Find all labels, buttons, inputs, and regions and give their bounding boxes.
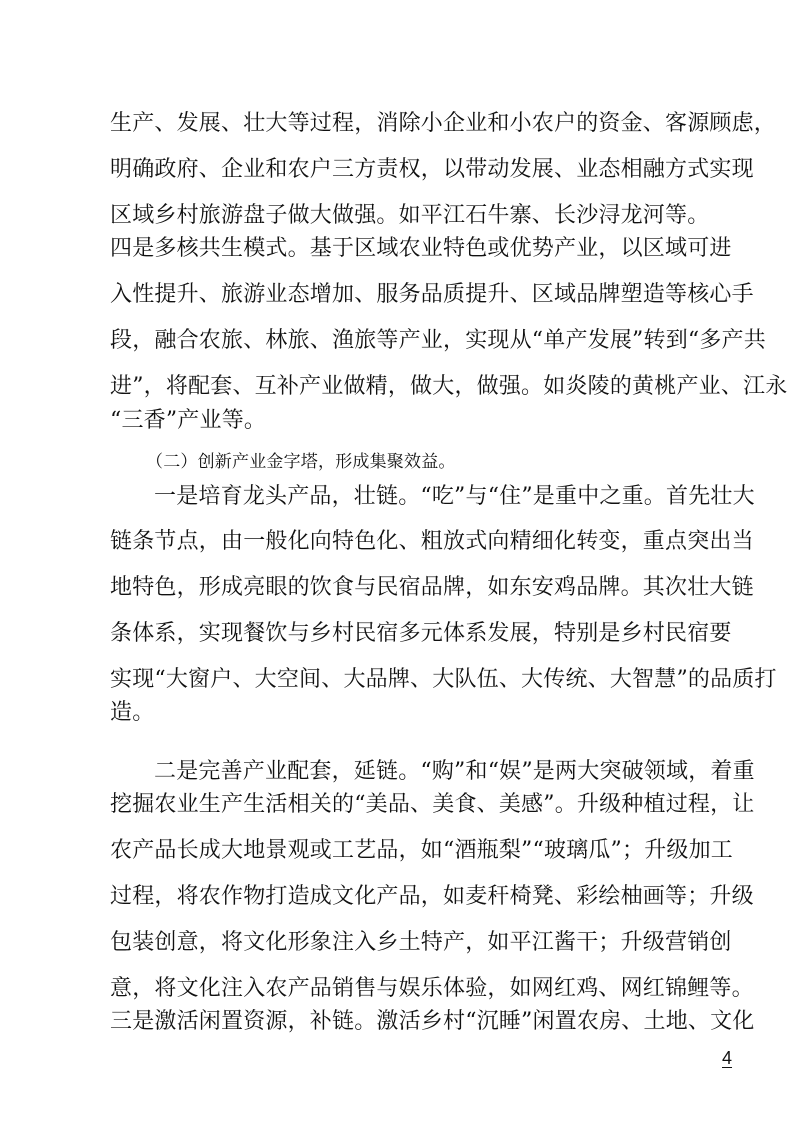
text-line: “三香”产业等。 (110, 408, 267, 433)
page-number: 4 (722, 1048, 733, 1068)
section-heading: （二）创新产业金字塔，形成集聚效益。 (146, 452, 456, 472)
text-line: 包装创意，将文化形象注入乡土特产，如平江酱干；升级营销创 (110, 930, 732, 955)
text-line: 四是多核共生模式。基于区域农业特色或优势产业，以区域可进 (110, 236, 732, 261)
text-line: 造。 (110, 700, 155, 725)
text-line: 过程，将农作物打造成文化产品，如麦秆椅凳、彩绘柚画等；升级 (110, 884, 754, 909)
text-line: 挖掘农业生产生活相关的“美品、美食、美感”。升级种植过程，让 (110, 792, 755, 817)
text-line: 区域乡村旅游盘子做大做强。如平江石牛寨、长沙浔龙河等。 (110, 203, 710, 228)
text-line: 链条节点，由一般化向特色化、粗放式向精细化转变，重点突出当 (110, 529, 754, 554)
text-line: 入性提升、旅游业态增加、服务品质提升、区域品牌塑造等核心手 (110, 282, 754, 307)
paragraph-first-line: 二是完善产业配套，延链。“购”和“娱”是两大突破领域，着重 (154, 759, 755, 784)
text-line: 农产品长成大地景观或工艺品，如“酒瓶梨”“玻璃瓜”；升级加工 (110, 838, 733, 863)
text-line: 生产、发展、壮大等过程，消除小企业和小农户的资金、客源顾虑， (110, 111, 777, 136)
text-line: 进”，将配套、互补产业做精，做大，做强。如炎陵的黄桃产业、江永 (110, 374, 788, 399)
text-line: 条体系，实现餐饮与乡村民宿多元体系发展，特别是乡村民宿要 (110, 621, 732, 646)
text-line: 意，将文化注入农产品销售与娱乐体验，如网红鸡、网红锦鲤等。 (110, 976, 754, 1001)
text-line: 段，融合农旅、林旅、渔旅等产业，实现从“单产发展”转到“多产共 (110, 328, 766, 353)
text-line: 实现“大窗户、大空间、大品牌、大队伍、大传统、大智慧”的品质打 (110, 667, 777, 692)
text-line: 三是激活闲置资源，补链。激活乡村“沉睡”闲置农房、土地、文化 (110, 1009, 755, 1034)
text-line: 地特色，形成亮眼的饮食与民宿品牌，如东安鸡品牌。其次壮大链 (110, 575, 754, 600)
text-line: 明确政府、企业和农户三方责权，以带动发展、业态相融方式实现 (110, 157, 754, 182)
paragraph-first-line: 一是培育龙头产品，壮链。“吃”与“住”是重中之重。首先壮大 (154, 484, 755, 509)
